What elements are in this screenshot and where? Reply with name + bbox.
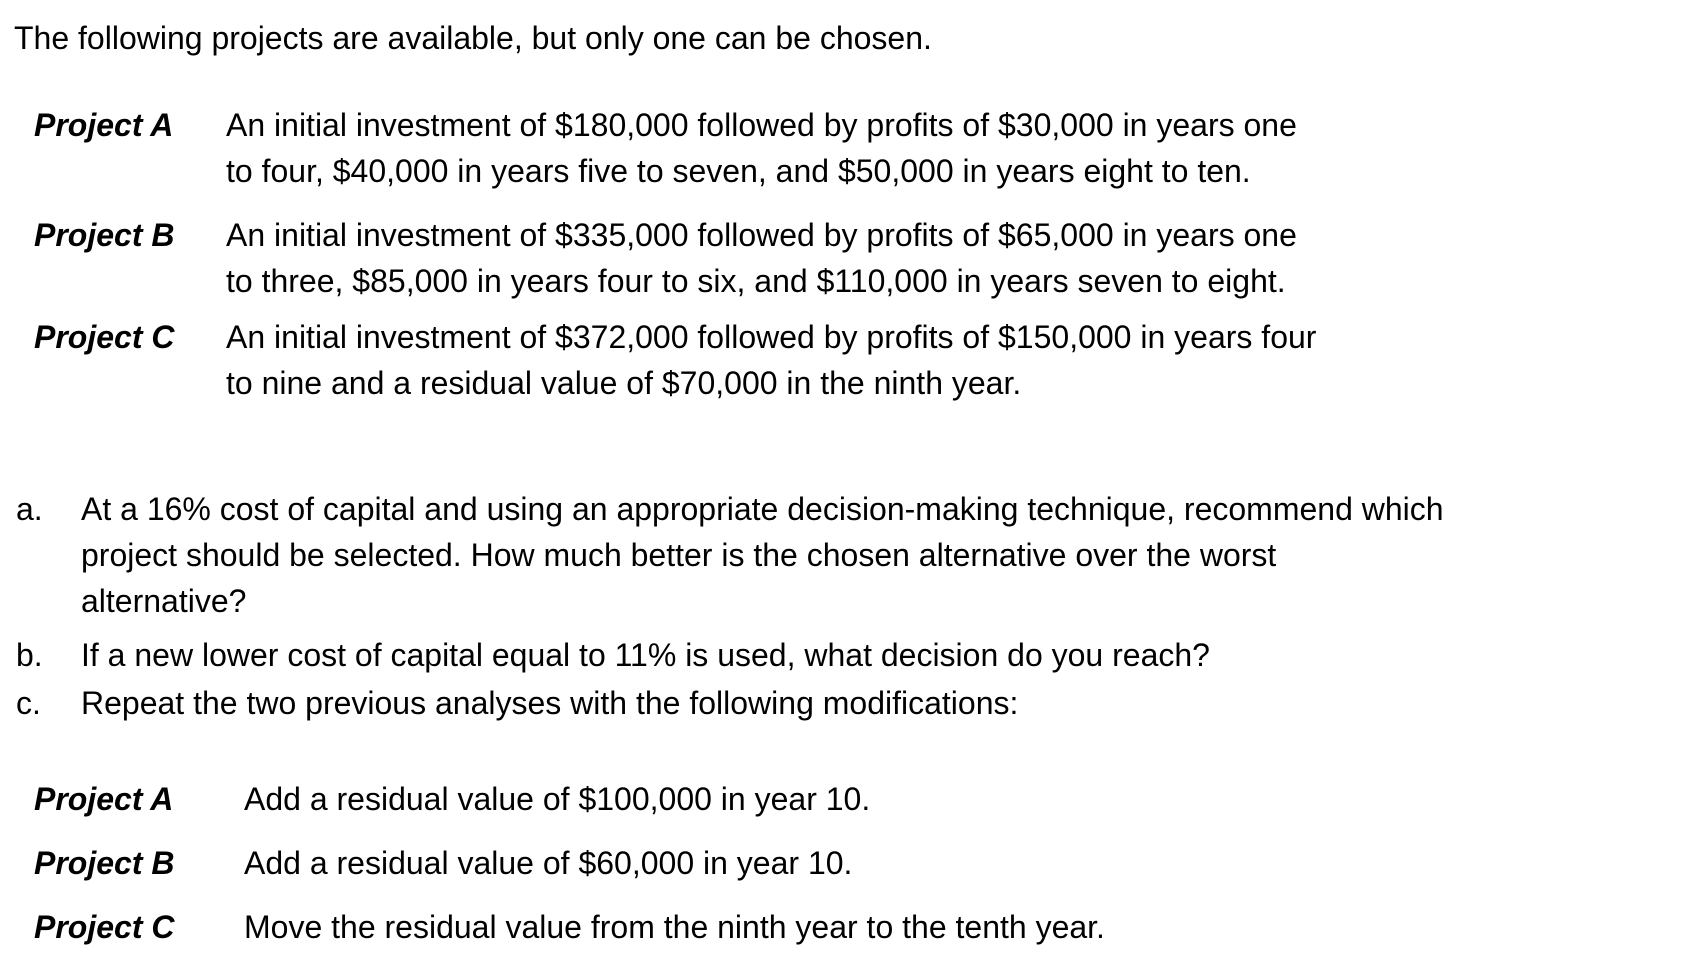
project-b-description-line1: An initial investment of $335,000 followed by profits of $65,000 in years one	[226, 217, 1297, 253]
intro-text: The following projects are available, but only one can be chosen.	[14, 20, 932, 56]
modification-c-label: Project C	[34, 909, 175, 945]
question-c-letter: c.	[16, 685, 41, 721]
project-a-label: Project A	[34, 107, 174, 143]
project-c-label: Project C	[34, 319, 175, 355]
modification-a-label: Project A	[34, 781, 174, 817]
project-c-description-line2: to nine and a residual value of $70,000 in the ninth year.	[226, 365, 1022, 401]
project-a-description-line2: to four, $40,000 in years five to seven, and $50,000 in years eight to ten.	[226, 153, 1251, 189]
question-b-letter: b.	[16, 637, 43, 673]
modification-b-label: Project B	[34, 845, 175, 881]
project-c-description-line1: An initial investment of $372,000 followed by profits of $150,000 in years four	[226, 319, 1317, 355]
question-a-letter: a.	[16, 491, 43, 527]
question-a-line2: project should be selected. How much better is the chosen alternative over the worst	[81, 537, 1277, 573]
modification-c-text: Move the residual value from the ninth year to the tenth year.	[244, 909, 1105, 945]
question-b-line1: If a new lower cost of capital equal to 11% is used, what decision do you reach?	[81, 637, 1210, 673]
question-a-line3: alternative?	[81, 583, 247, 619]
modification-a-text: Add a residual value of $100,000 in year 10.	[244, 781, 871, 817]
question-c-line1: Repeat the two previous analyses with the following modifications:	[81, 685, 1019, 721]
project-b-description-line2: to three, $85,000 in years four to six, and $110,000 in years seven to eight.	[226, 263, 1286, 299]
project-a-description-line1: An initial investment of $180,000 followed by profits of $30,000 in years one	[226, 107, 1297, 143]
modification-b-text: Add a residual value of $60,000 in year 10.	[244, 845, 853, 881]
project-b-label: Project B	[34, 217, 175, 253]
question-a-line1: At a 16% cost of capital and using an appropriate decision-making technique, recommend which	[81, 491, 1444, 527]
